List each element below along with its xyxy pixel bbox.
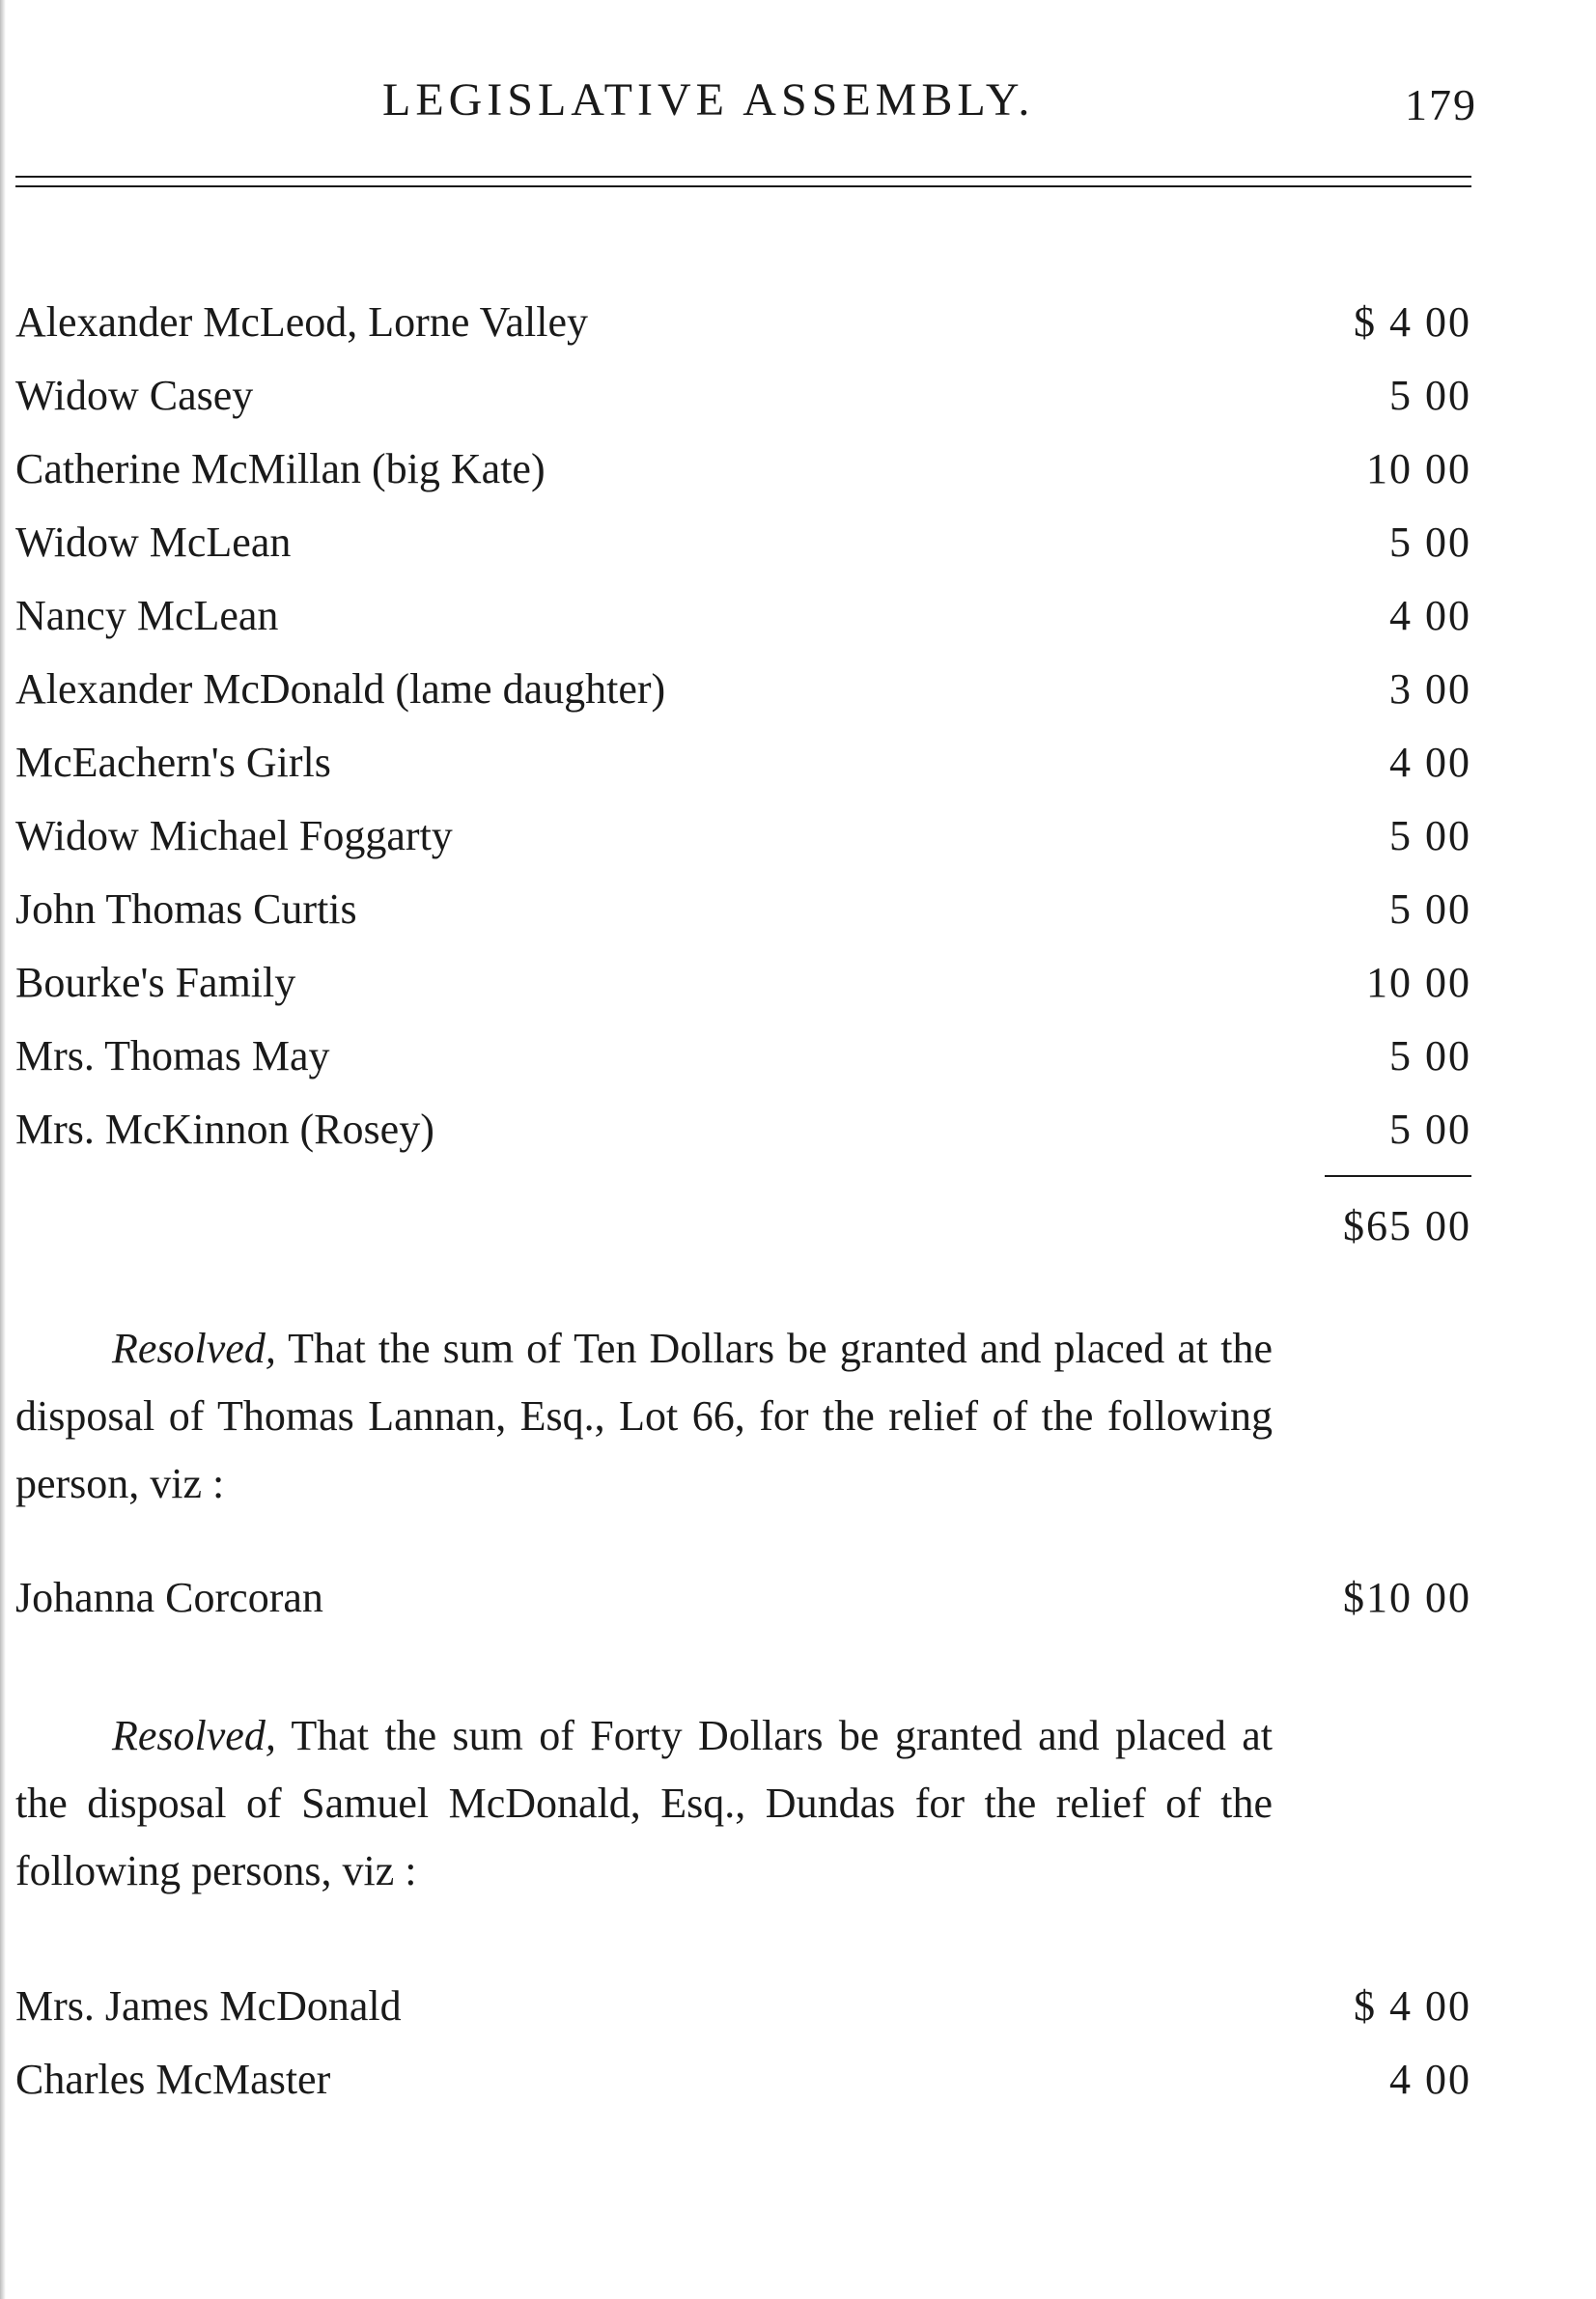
resolution-text: That the sum of Forty Dollars be granted and placed at the disposal of Samuel McDonald, Esq., Dundas for the relief of the following persons, viz : xyxy=(15,1712,1273,1894)
list-item xyxy=(15,946,1471,1020)
page-edge-shadow xyxy=(0,0,6,2299)
resolution-text: That the sum of Ten Dollars be granted and placed at the disposal of Thomas Lannan, Esq., Lot 66, for the relief of the following person, viz : xyxy=(15,1325,1273,1507)
entry-name: Mrs. McKinnon (Rosey) xyxy=(15,1106,434,1153)
entry-name: Johanna Corcoran xyxy=(15,1574,323,1621)
entry-amount: 3 00 xyxy=(1389,665,1471,713)
entry-name: Bourke's Family xyxy=(15,959,296,1006)
entry-amount: 5 00 xyxy=(1389,372,1471,419)
list-item xyxy=(15,873,1471,946)
entry-amount: 5 00 xyxy=(1389,1106,1471,1153)
entry-name: Widow Casey xyxy=(15,372,254,419)
list-item xyxy=(15,1970,1471,2043)
list-item xyxy=(15,1020,1471,1093)
entry-name: Nancy McLean xyxy=(15,592,279,639)
relief-list-2 xyxy=(15,1561,1471,1635)
relief-list-1 xyxy=(15,286,1471,1166)
running-header xyxy=(0,68,1477,135)
list-item xyxy=(15,2043,1471,2117)
entry-amount: 4 00 xyxy=(1389,592,1471,639)
entry-name: Catherine McMillan (big Kate) xyxy=(15,445,546,492)
entry-amount: $ 4 00 xyxy=(1354,1982,1471,2030)
resolution-lead: Resolved, xyxy=(112,1712,276,1759)
entry-name: McEachern's Girls xyxy=(15,739,331,786)
list-item xyxy=(15,653,1471,726)
entry-name: Alexander McDonald (lame daughter) xyxy=(15,665,666,713)
header-rule-bottom xyxy=(15,185,1471,187)
entry-amount: 5 00 xyxy=(1389,885,1471,933)
list-item xyxy=(15,286,1471,359)
list-item xyxy=(15,579,1471,653)
entry-amount: 4 00 xyxy=(1389,739,1471,786)
entry-name: Mrs. James McDonald xyxy=(15,1982,402,2030)
list-item xyxy=(15,506,1471,579)
entry-name: John Thomas Curtis xyxy=(15,885,357,933)
resolution-paragraph-1 xyxy=(15,1315,1273,1518)
page-number: 179 xyxy=(1405,80,1477,129)
list-item xyxy=(15,433,1471,506)
resolution-paragraph-2 xyxy=(15,1702,1273,1905)
list-item xyxy=(15,726,1471,799)
sum-rule xyxy=(1325,1175,1471,1177)
running-title: LEGISLATIVE ASSEMBLY. xyxy=(382,74,1035,126)
list-1-total: $65 00 xyxy=(1343,1202,1471,1249)
entry-name: Mrs. Thomas May xyxy=(15,1032,330,1079)
entry-amount: $ 4 00 xyxy=(1354,298,1471,346)
entry-amount: 5 00 xyxy=(1389,1032,1471,1079)
entry-name: Widow McLean xyxy=(15,519,292,566)
entry-name: Charles McMaster xyxy=(15,2056,331,2103)
entry-amount: 5 00 xyxy=(1389,519,1471,566)
list-item xyxy=(15,799,1471,873)
entry-name: Alexander McLeod, Lorne Valley xyxy=(15,298,588,346)
list-item xyxy=(15,1561,1471,1635)
entry-amount: $10 00 xyxy=(1343,1574,1471,1621)
entry-amount: 10 00 xyxy=(1366,959,1471,1006)
entry-amount: 5 00 xyxy=(1389,812,1471,859)
entry-amount: 4 00 xyxy=(1389,2056,1471,2103)
entry-amount: 10 00 xyxy=(1366,445,1471,492)
list-item xyxy=(15,359,1471,433)
list-item xyxy=(15,1093,1471,1166)
header-rule-top xyxy=(15,176,1471,178)
entry-name: Widow Michael Foggarty xyxy=(15,812,453,859)
relief-list-3 xyxy=(15,1970,1471,2117)
resolution-lead: Resolved, xyxy=(112,1325,276,1372)
